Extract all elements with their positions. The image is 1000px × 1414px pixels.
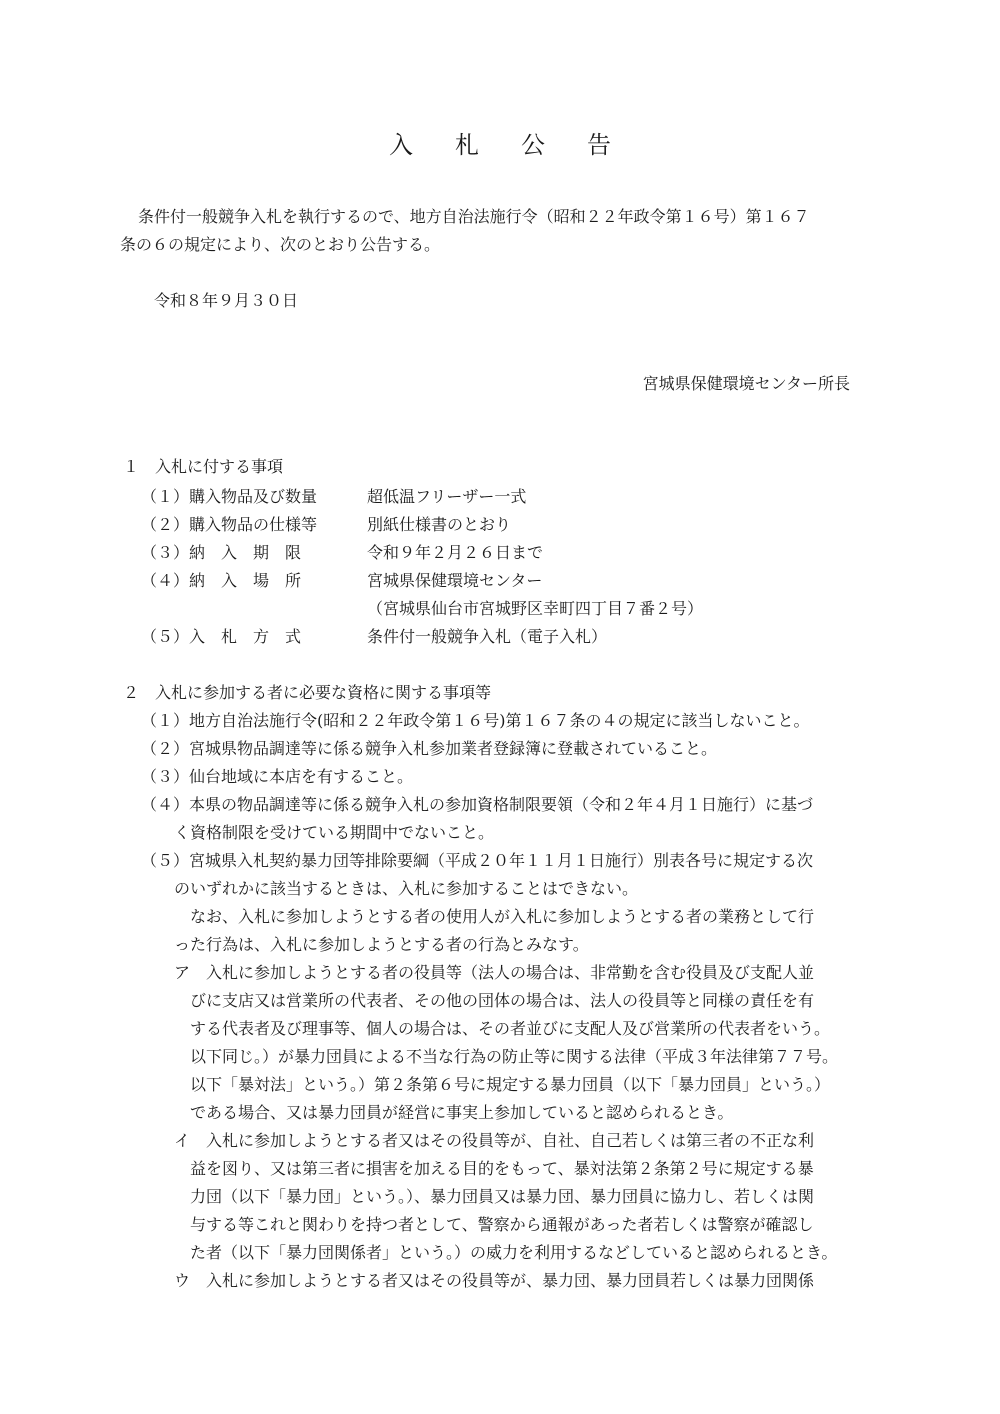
section2-line: びに支店又は営業所の代表者、その他の団体の場合は、法人の役員等と同様の責任を有 — [190, 991, 815, 1010]
section1-item-label: （３）納 入 期 限 — [141, 543, 302, 562]
section2-line: のいずれかに該当するときは、入札に参加することはできない。 — [174, 879, 639, 898]
intro-line-1: 条件付一般競争入札を執行するので、地方自治法施行令（昭和２２年政令第１６号）第１６７ — [138, 207, 810, 226]
section2-line: 力団（以下「暴力団」という。）、暴力団員又は暴力団、暴力団員に協力し、若しくは関 — [190, 1187, 815, 1206]
section1-item-label: （４）納 入 場 所 — [141, 571, 302, 590]
section2-line: である場合、又は暴力団員が経営に事実上参加していると認められるとき。 — [190, 1103, 734, 1122]
section1-item-value: 条件付一般競争入札（電子入札） — [367, 627, 608, 646]
section2-line: イ 入札に参加しようとする者又はその役員等が、自社、自己若しくは第三者の不正な利 — [174, 1131, 815, 1150]
section1-item-value: 宮城県保健環境センター — [367, 571, 543, 590]
section2-line: った行為は、入札に参加しようとする者の行為とみなす。 — [174, 935, 589, 954]
section1-heading: １ 入札に付する事項 — [123, 457, 284, 476]
section1-item-label: （２）購入物品の仕様等 — [141, 515, 318, 534]
section1-item-value: 別紙仕様書のとおり — [367, 515, 512, 534]
section2-line: 益を図り、又は第三者に損害を加える目的をもって、暴対法第２条第２号に規定する暴 — [190, 1159, 814, 1178]
section2-line: （４）本県の物品調達等に係る競争入札の参加資格制限要領（令和２年４月１日施行）に基づ — [141, 795, 814, 814]
section2-line: ア 入札に参加しようとする者の役員等（法人の場合は、非常勤を含む役員及び支配人並 — [174, 963, 815, 982]
notice-date: 令和８年９月３０日 — [154, 291, 299, 310]
section2-line: 以下「暴対法」という。）第２条第６号に規定する暴力団員（以下「暴力団員」という。） — [190, 1075, 831, 1094]
section1-item-label: （１）購入物品及び数量 — [141, 487, 318, 506]
section2-line: （２）宮城県物品調達等に係る競争入札参加業者登録簿に登載されていること。 — [141, 739, 718, 758]
section2-heading: ２ 入札に参加する者に必要な資格に関する事項等 — [123, 683, 492, 702]
section2-line: （５）宮城県入札契約暴力団等排除要綱（平成２０年１１月１日施行）別表各号に規定する次 — [141, 851, 814, 870]
section2-line: なお、入札に参加しようとする者の使用人が入札に参加しようとする者の業務として行 — [190, 907, 815, 926]
intro-line-2: 条の６の規定により、次のとおり公告する。 — [120, 235, 441, 254]
section2-line: 以下同じ。）が暴力団員による不当な行為の防止等に関する法律（平成３年法律第７７号。 — [190, 1047, 839, 1066]
section2-line: た者（以下「暴力団関係者」という。）の威力を利用するなどしていると認められるとき。 — [190, 1243, 838, 1262]
section2-line: く資格制限を受けている期間中でないこと。 — [174, 823, 495, 842]
section1-item-value: 超低温フリーザー一式 — [367, 487, 527, 506]
section1-item-value: （宮城県仙台市宮城野区幸町四丁目７番２号） — [367, 599, 704, 618]
issuer-name: 宮城県保健環境センター所長 — [642, 374, 850, 393]
section2-line: する代表者及び理事等、個人の場合は、その者並びに支配人及び営業所の代表者をいう。 — [190, 1019, 831, 1038]
page-title: 入札公告 — [389, 131, 653, 159]
section2-line: ウ 入札に参加しようとする者又はその役員等が、暴力団、暴力団員若しくは暴力団関係 — [174, 1271, 815, 1290]
section2-line: 与する等これと関わりを持つ者として、警察から通報があった者若しくは警察が確認し — [190, 1215, 814, 1234]
section2-line: （１）地方自治法施行令(昭和２２年政令第１６号)第１６７条の４の規定に該当しないこと。 — [141, 711, 810, 730]
section2-line: （３）仙台地域に本店を有すること。 — [141, 767, 414, 786]
section1-item-label: （５）入 札 方 式 — [141, 627, 302, 646]
section1-item-value: 令和９年２月２６日まで — [367, 543, 544, 562]
